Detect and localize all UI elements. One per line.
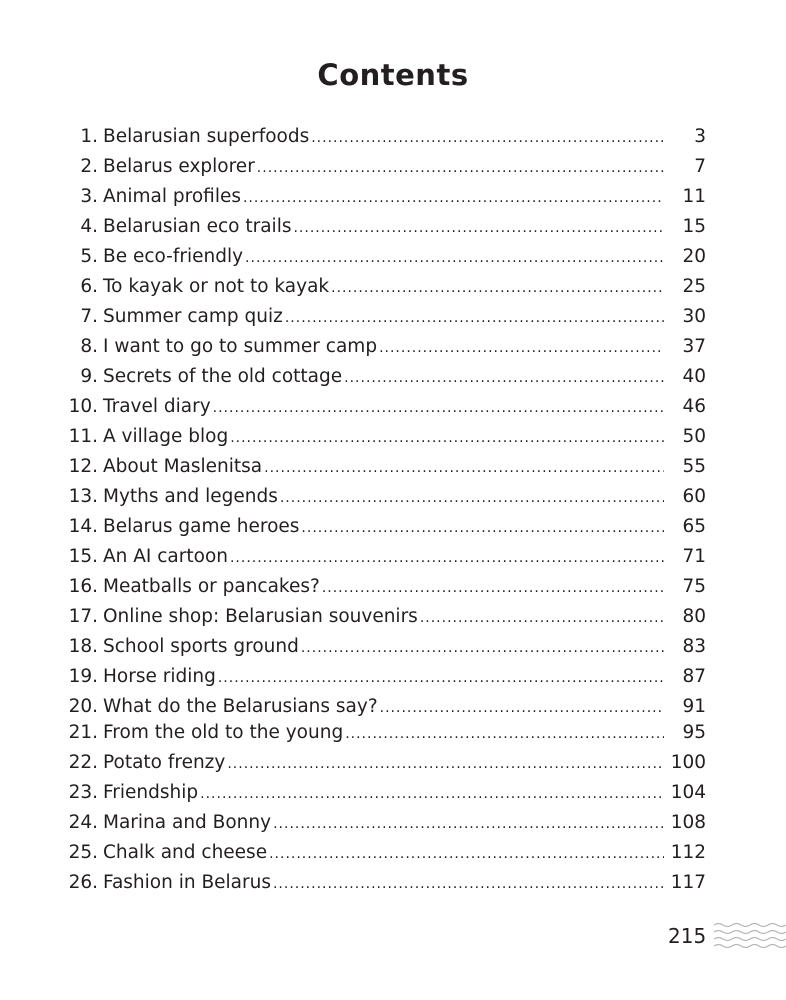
entry-title: Potato frenzy bbox=[103, 752, 226, 773]
toc-entry bbox=[60, 692, 706, 718]
entry-title: Horse riding bbox=[103, 666, 216, 687]
entry-page: 30 bbox=[682, 306, 706, 327]
dot-leader bbox=[227, 749, 664, 779]
entry-number: 20. bbox=[68, 696, 98, 717]
page-title: Contents bbox=[317, 58, 469, 92]
entry-page: 108 bbox=[670, 812, 706, 833]
toc-entry bbox=[60, 242, 706, 272]
toc-entry bbox=[60, 748, 706, 778]
entry-page: 75 bbox=[682, 576, 706, 597]
entry-number: 7. bbox=[80, 306, 98, 327]
entry-title: A village blog bbox=[103, 426, 229, 447]
entry-number: 26. bbox=[68, 872, 98, 893]
toc-entry bbox=[60, 302, 706, 332]
dot-leader bbox=[293, 213, 664, 243]
dot-leader bbox=[245, 243, 664, 273]
entry-number: 19. bbox=[68, 666, 98, 687]
dot-leader bbox=[280, 483, 664, 513]
entry-page: 11 bbox=[682, 186, 706, 207]
entry-number: 14. bbox=[68, 516, 98, 537]
toc-entry bbox=[60, 482, 706, 512]
entry-page: 104 bbox=[670, 782, 706, 803]
entry-title: What do the Belarusians say? bbox=[103, 696, 378, 717]
entry-title: Be eco-friendly bbox=[103, 246, 244, 267]
toc-entry bbox=[60, 362, 706, 392]
dot-leader bbox=[379, 333, 664, 363]
entry-number: 9. bbox=[80, 366, 98, 387]
toc-entry bbox=[60, 332, 706, 362]
dot-leader bbox=[230, 543, 664, 573]
entry-number: 21. bbox=[68, 722, 98, 743]
dot-leader bbox=[420, 603, 664, 633]
toc-entry bbox=[60, 542, 706, 572]
entry-title: Online shop: Belarusian souvenirs bbox=[103, 606, 418, 627]
entry-page: 117 bbox=[670, 872, 706, 893]
dot-leader bbox=[218, 663, 664, 693]
entry-page: 3 bbox=[694, 126, 706, 147]
toc-entry bbox=[60, 572, 706, 602]
toc-entry bbox=[60, 152, 706, 182]
entry-number: 23. bbox=[68, 782, 98, 803]
entry-page: 20 bbox=[682, 246, 706, 267]
entry-number: 11. bbox=[68, 426, 98, 447]
dot-leader bbox=[230, 423, 664, 453]
dot-leader bbox=[243, 183, 664, 213]
entry-number: 16. bbox=[68, 576, 98, 597]
toc-entry bbox=[60, 838, 706, 868]
entry-number: 4. bbox=[80, 216, 98, 237]
entry-page: 65 bbox=[682, 516, 706, 537]
dot-leader bbox=[285, 303, 664, 333]
entry-number: 8. bbox=[80, 336, 98, 357]
entry-title: Belarus game heroes bbox=[103, 516, 300, 537]
entry-number: 18. bbox=[68, 636, 98, 657]
entry-number: 6. bbox=[80, 276, 98, 297]
toc-entry bbox=[60, 272, 706, 302]
entry-title: Fashion in Belarus bbox=[103, 872, 271, 893]
toc-entry bbox=[60, 778, 706, 808]
toc-entry bbox=[60, 452, 706, 482]
dot-leader bbox=[301, 633, 664, 663]
entry-title: Belarusian eco trails bbox=[103, 216, 292, 237]
entry-page: 71 bbox=[682, 546, 706, 567]
entry-title: School sports ground bbox=[103, 636, 299, 657]
dot-leader bbox=[345, 719, 664, 749]
waves-icon bbox=[714, 922, 786, 948]
entry-title: I want to go to summer camp bbox=[103, 336, 378, 357]
entry-page: 55 bbox=[682, 456, 706, 477]
entry-page: 112 bbox=[670, 842, 706, 863]
entry-title: From the old to the young bbox=[103, 722, 344, 743]
entry-number: 3. bbox=[80, 186, 98, 207]
dot-leader bbox=[257, 153, 664, 183]
entry-title: Friendship bbox=[103, 782, 199, 803]
dot-leader bbox=[311, 123, 664, 153]
entry-number: 13. bbox=[68, 486, 98, 507]
entry-number: 2. bbox=[80, 156, 98, 177]
dot-leader bbox=[322, 573, 664, 603]
entry-title: Myths and legends bbox=[103, 486, 278, 507]
dot-leader bbox=[273, 809, 664, 839]
dot-leader bbox=[269, 839, 664, 869]
page-number: 215 bbox=[668, 924, 707, 948]
dot-leader bbox=[200, 779, 664, 809]
entry-page: 95 bbox=[682, 722, 706, 743]
entry-page: 83 bbox=[682, 636, 706, 657]
entry-number: 25. bbox=[68, 842, 98, 863]
entry-number: 12. bbox=[68, 456, 98, 477]
entry-title: About Maslenitsa bbox=[103, 456, 263, 477]
entry-title: Belarusian superfoods bbox=[103, 126, 310, 147]
entry-title: Summer camp quiz bbox=[103, 306, 283, 327]
entry-page: 40 bbox=[682, 366, 706, 387]
dot-leader bbox=[264, 453, 664, 483]
entry-page: 87 bbox=[682, 666, 706, 687]
dot-leader bbox=[213, 393, 664, 423]
toc-entry bbox=[60, 632, 706, 662]
entry-page: 80 bbox=[682, 606, 706, 627]
toc-entry bbox=[60, 422, 706, 452]
entry-number: 22. bbox=[68, 752, 98, 773]
entry-page: 50 bbox=[682, 426, 706, 447]
dot-leader bbox=[301, 513, 664, 543]
entry-title: To kayak or not to kayak bbox=[103, 276, 330, 297]
entry-page: 37 bbox=[682, 336, 706, 357]
toc-entry bbox=[60, 718, 706, 748]
toc-entry bbox=[60, 808, 706, 838]
toc-entry bbox=[60, 662, 706, 692]
entry-title: Animal profiles bbox=[103, 186, 241, 207]
entry-title: An AI cartoon bbox=[103, 546, 228, 567]
dot-leader bbox=[273, 869, 664, 899]
entry-title: Meatballs or pancakes? bbox=[103, 576, 320, 597]
toc-entry bbox=[60, 212, 706, 242]
entry-number: 17. bbox=[68, 606, 98, 627]
entry-page: 60 bbox=[682, 486, 706, 507]
entry-page: 15 bbox=[682, 216, 706, 237]
entry-number: 1. bbox=[80, 126, 98, 147]
dot-leader bbox=[344, 363, 664, 393]
entry-page: 7 bbox=[694, 156, 706, 177]
entry-number: 5. bbox=[80, 246, 98, 267]
entry-title: Travel diary bbox=[103, 396, 211, 417]
toc-entry bbox=[60, 868, 706, 898]
entry-title: Marina and Bonny bbox=[103, 812, 272, 833]
entry-number: 10. bbox=[68, 396, 98, 417]
entry-page: 25 bbox=[682, 276, 706, 297]
toc-entry bbox=[60, 602, 706, 632]
table-of-contents bbox=[60, 122, 706, 898]
entry-title: Chalk and cheese bbox=[103, 842, 268, 863]
entry-page: 91 bbox=[682, 696, 706, 717]
entry-title: Secrets of the old cottage bbox=[103, 366, 343, 387]
entry-title: Belarus explorer bbox=[103, 156, 255, 177]
entry-page: 100 bbox=[670, 752, 706, 773]
entry-number: 15. bbox=[68, 546, 98, 567]
toc-entry bbox=[60, 512, 706, 542]
dot-leader bbox=[331, 273, 664, 303]
entry-number: 24. bbox=[68, 812, 98, 833]
entry-page: 46 bbox=[682, 396, 706, 417]
toc-entry bbox=[60, 182, 706, 212]
toc-entry bbox=[60, 122, 706, 152]
toc-entry bbox=[60, 392, 706, 422]
